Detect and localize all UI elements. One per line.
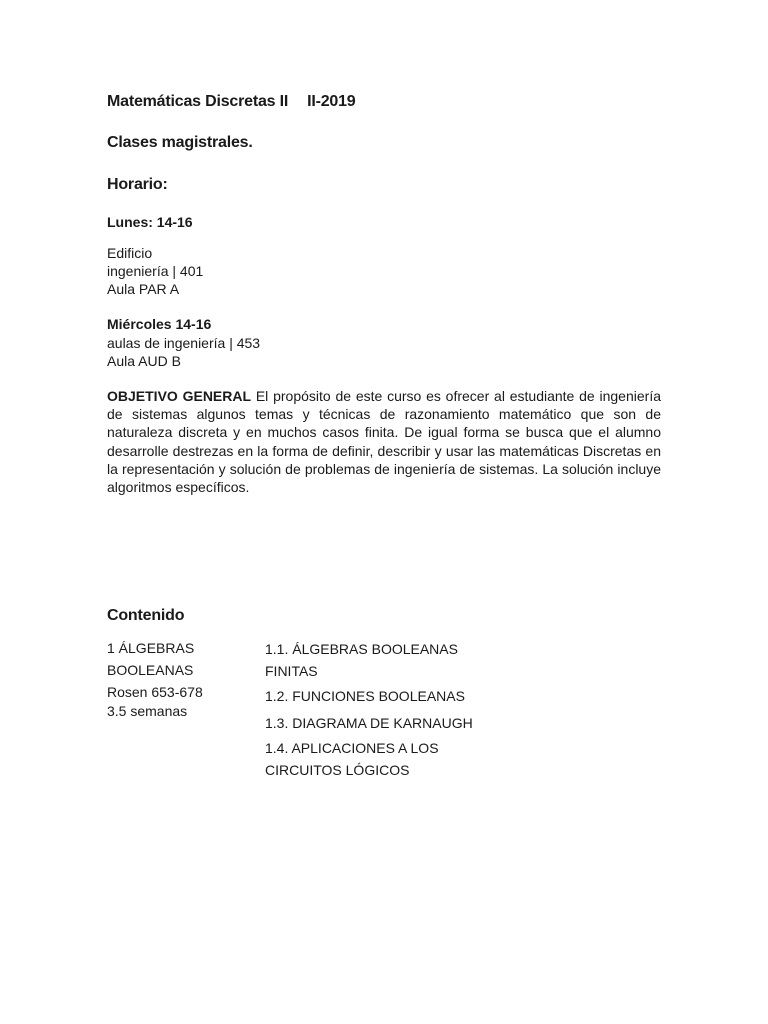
course-term: II-2019 bbox=[307, 93, 356, 110]
schedule-heading: Horario: bbox=[107, 176, 168, 193]
objective-text: El propósito de este curso es ofrecer al estudiante de ingeniería de sistemas algunos temas y técnicas de razonamiento matemático que son de naturaleza discreta y en muchos casos finita. De igual forma se busca que el alumno desarrolle destrezas en la forma de definir, describir y usar las matemáticas Discretas en la representación y solución de problemas de ingeniería de sistemas. La solución incluye algoritmos específicos. bbox=[107, 388, 661, 496]
location-line: aulas de ingeniería | 453 bbox=[107, 335, 261, 351]
objective-label: OBJETIVO GENERAL bbox=[107, 388, 252, 404]
location-line: Edificio bbox=[107, 245, 153, 261]
topic-line: 1.4. APLICACIONES A LOS bbox=[265, 740, 439, 756]
topic-line: 1.2. FUNCIONES BOOLEANAS bbox=[265, 688, 465, 704]
objective-paragraph bbox=[107, 387, 661, 496]
topic-line: FINITAS bbox=[265, 663, 318, 679]
unit-title bbox=[107, 637, 194, 681]
unit-details bbox=[107, 683, 203, 721]
schedule-location-monday bbox=[107, 244, 203, 298]
unit-title-line: 1 ÁLGEBRAS bbox=[107, 640, 195, 656]
subtitle: Clases magistrales. bbox=[107, 134, 253, 151]
course-name: Matemáticas Discretas II bbox=[107, 93, 289, 110]
unit-reference: Rosen 653-678 bbox=[107, 684, 203, 700]
schedule-day-monday: Lunes: 14-16 bbox=[107, 214, 193, 230]
topic-item bbox=[265, 737, 439, 781]
location-line: ingeniería | 401 bbox=[107, 263, 204, 279]
unit-title-line: BOOLEANAS bbox=[107, 662, 194, 678]
topic-line: 1.1. ÁLGEBRAS BOOLEANAS bbox=[265, 641, 458, 657]
topic-line: 1.3. DIAGRAMA DE KARNAUGH bbox=[265, 715, 473, 731]
content-heading: Contenido bbox=[107, 607, 185, 624]
schedule-location-wednesday bbox=[107, 334, 260, 370]
topic-line: CIRCUITOS LÓGICOS bbox=[265, 762, 410, 778]
topic-item bbox=[265, 714, 473, 732]
location-line: Aula AUD B bbox=[107, 353, 181, 369]
schedule-day-wednesday: Miércoles 14-16 bbox=[107, 316, 212, 332]
document-title bbox=[107, 93, 356, 111]
topic-item bbox=[265, 638, 458, 682]
location-line: Aula PAR A bbox=[107, 281, 180, 297]
unit-duration: 3.5 semanas bbox=[107, 703, 188, 719]
topic-item bbox=[265, 687, 465, 705]
